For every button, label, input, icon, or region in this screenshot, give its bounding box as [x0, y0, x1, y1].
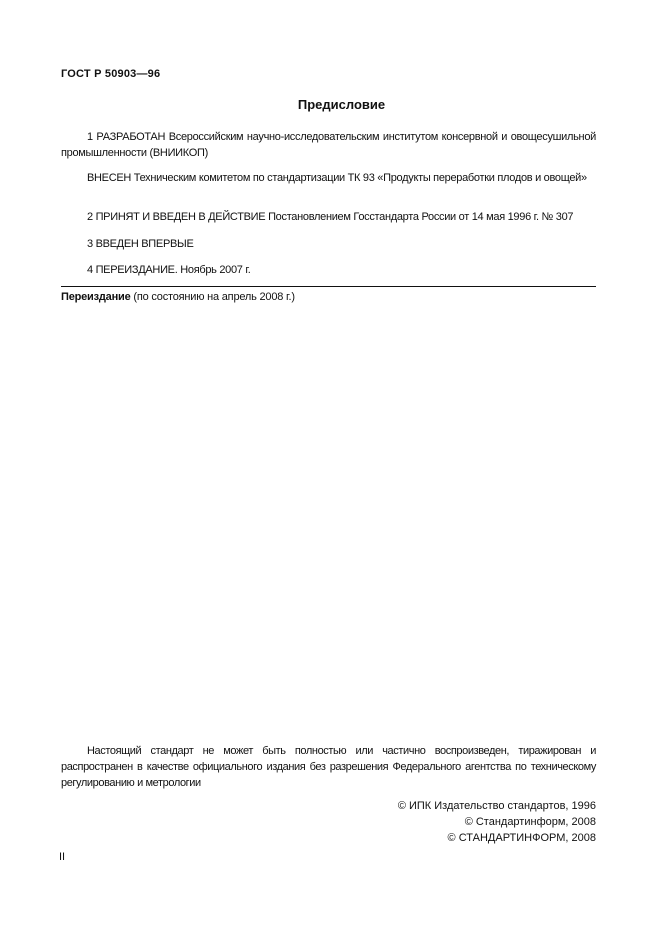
- foreword-title: Предисловие: [297, 97, 386, 112]
- foreword-item-adopted: 2 ПРИНЯТ И ВВЕДЕН В ДЕЙСТВИЕ Постановлением Госстандарта России от 14 мая 1996 г. № 307: [87, 211, 574, 223]
- foreword-item-first-introduced: 3 ВВЕДЕН ВПЕРВЫЕ: [87, 238, 194, 250]
- foreword-item-introduced: ВНЕСЕН Техническим комитетом по стандартизации ТК 93 «Продукты переработки плодов и овощей»: [87, 172, 587, 184]
- copyright-line: © Стандартинформ, 2008: [464, 816, 596, 828]
- copyright-line: © ИПК Издательство стандартов, 1996: [397, 800, 596, 812]
- separator-line: [61, 286, 596, 287]
- reissue-label: Переиздание: [61, 291, 131, 303]
- reissue-date-note: (по состоянию на апрель 2008 г.): [130, 291, 295, 303]
- reproduction-notice: Настоящий стандарт не может быть полностью или частично воспроизведен, тиражирован и распространен в качестве официального издания без разрешения Федерального агентства по техническому регулированию и метрологии: [61, 745, 596, 789]
- foreword-item-developed: 1 РАЗРАБОТАН Всероссийским научно-исследовательским институтом консервной и овощесушильной промышленности (ВНИИКОП): [61, 131, 596, 159]
- copyright-line: © СТАНДАРТИНФОРМ, 2008: [447, 832, 596, 844]
- copyright-block: [398, 798, 596, 846]
- foreword-item-reissue: 4 ПЕРЕИЗДАНИЕ. Ноябрь 2007 г.: [87, 264, 251, 276]
- page-number: II: [59, 851, 66, 863]
- reissue-note: [61, 291, 295, 303]
- document-code: ГОСТ Р 50903—96: [61, 68, 161, 80]
